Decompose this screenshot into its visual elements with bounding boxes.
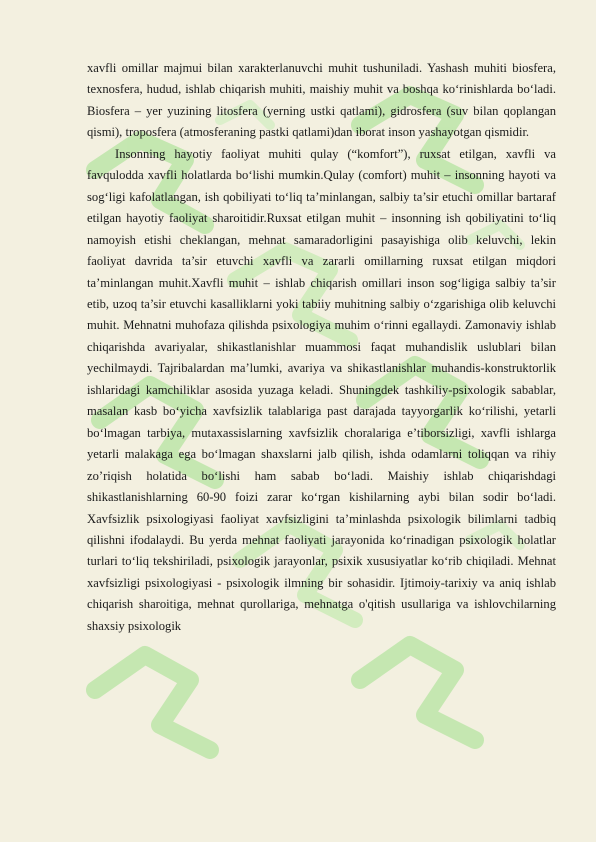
body-text: [87, 58, 556, 637]
watermark-mark: [360, 645, 475, 740]
paragraph-2: Insonning hayotiy faoliyat muhiti qulay (“komfort”), ruxsat etilgan, xavfli va favqulodda xavfli holatlarda bo‘lishi mumkin.Qulay (comfort) muhit – insonning hayoti va sog‘ligi kafolatlangan, ish qobiliyati to‘liq ta’minlangan, salbiy ta’sir etuchi omillar bartaraf etilgan hayotiy faoliyat sharoitidir.Ruxsat etilgan muhit – insonning ish qobiliyatini to‘liq namoyish etishi cheklangan, mehnat samaradorligini pasayishiga olib keluvchi, lekin faoliyat davrida ta’sir etuvchi xavfli va zararli omillarning ruxsat etilgan miqdori ta’minlangan muhit.Xavfli muhit – ishlab chiqarish omillari inson sog‘ligiga salbiy ta’sir etib, uzoq ta’sir etuvchi kasalliklarni yoki tabiiy muhitning salbiy o‘zgarishiga olib keluvchi muhit. Mehnatni muhofaza qilishda psixologiya muhim o‘rinni egallaydi. Zamonaviy ishlab chiqarishda avariyalar, shikastlanishlar muammosi faqat muhandislik uslublari bilan yechilmaydi. Tajribalardan ma’lumki, avariya va shikastlanishlar muhandis-konstruktorlik ishlaridagi kamchiliklar asosida yuzaga keladi. Shuningdek tashkiliy-psixologik sabablar, masalan kasb bo‘yicha xavfsizlik talablariga past darajada tayyorgarlik ko‘rilishi, yetarli bo‘lmagan tarbiya, mutaxassislarning xavfsizlik choralariga e’tiborsizligi, xavfli ishlarga yetarli malakaga ega bo‘lmagan shaxslarni jalb qilish, ishda odamlarni toliqqan va rihiy zo’riqish holatida bo‘lishi ham sabab bo‘ladi. Maishiy ishlab chiqarishdagi shikastlanishlarning 60-90 foizi zarar ko‘rgan kishilarning aybi bilan sodir bo‘ladi. Xavfsizlik psixologiyasi faoliyat xavfsizligini ta’minlashda psixologik bilimlarni tadbiq qilishni ifodalaydi. Bu yerda mehnat faoliyati jarayonida ko‘rinadigan psixologik holatlar turlari to‘liq tekshiriladi, psixologik jarayonlar, psixik xususiyatlar ko‘rib chiqiladi. Mehnat xavfsizligi psixologiyasi - psixologik ilmning bir sohasidir. Ijtimoiy-tarixiy va aniq ishlab chiqarish sharoitiga, mehnat qurollariga, mehnatga o'qitish usullariga va ishlovchilarning shaxsiy psixologik: [87, 146, 556, 633]
paragraph-1: xavfli omillar majmui bilan xarakterlanuvchi muhit tushuniladi. Yashash muhiti biosfera, texnosfera, hudud, ishlab chiqarish muhiti, maishiy muhit va boshqa ko‘rinishlarda bo‘ladi. Biosfera – yer yuzining litosfera (yerning ustki qatlami), gidrosfera (suv bilan qoplangan qismi), troposfera (atmosferaning pastki qatlami)dan iborat inson yashayotgan qismidir.: [87, 61, 556, 140]
watermark-mark: [95, 655, 210, 750]
